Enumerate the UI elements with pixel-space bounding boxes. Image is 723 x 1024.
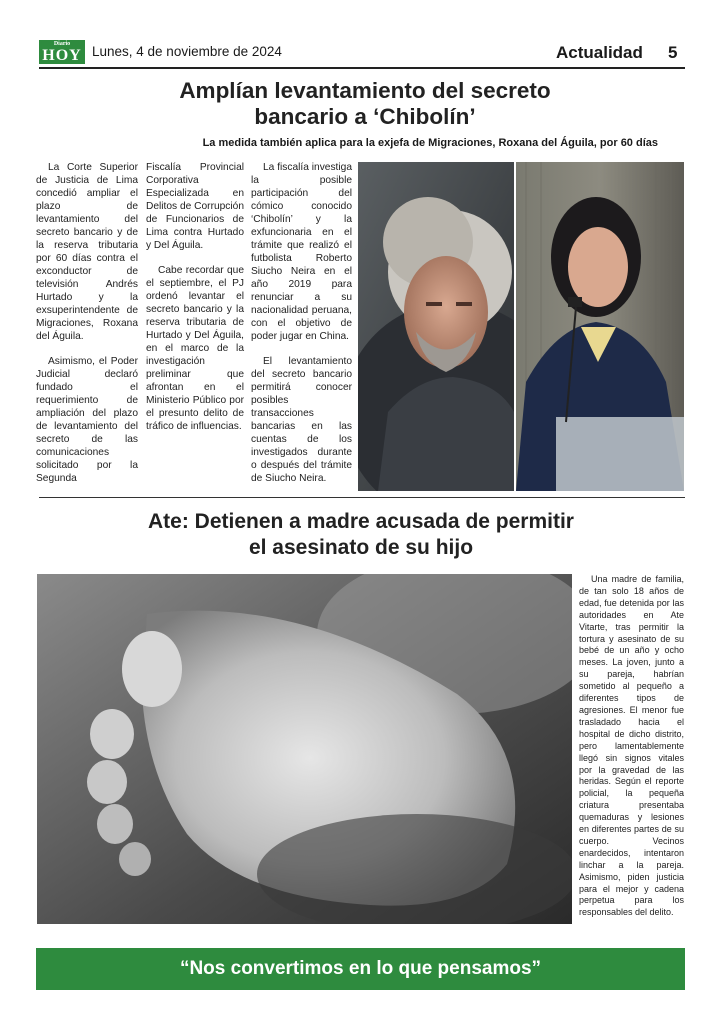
article1-subhead: La medida también aplica para la exjefa de Migraciones, Roxana del Águila, por 60 días	[202, 137, 658, 149]
article1-col2-paragraph2: Cabe recordar que el septiembre, el PJ ordenó levantar el secreto bancario y la reserva tributaria de Hurtado y Del Águila, en el marco de la investigación preliminar que afrontan en el Ministerio Público por el presunto delito de tráfico de influencias.	[146, 265, 244, 432]
article1-column-3	[251, 161, 352, 497]
issue-date: Lunes, 4 de noviembre de 2024	[92, 44, 282, 59]
article1-col1-paragraph1: La Corte Superior de Justicia de Lima concedió ampliar el plazo de levantamiento del secreto bancario y de la reserva tributaria por 60 días contra el exconductor de televisión Andrés Hurtado y la exsuperintendente de Migraciones, Roxana del Águila.	[36, 162, 138, 342]
article1-headline	[60, 78, 670, 130]
article-divider	[39, 497, 685, 498]
logo-small-text: Diario	[53, 41, 71, 47]
newspaper-logo	[39, 40, 85, 64]
quote-banner: “Nos convertimos en lo que pensamos”	[36, 948, 685, 990]
section-title: Actualidad	[556, 43, 643, 62]
article2-headline-line2: el asesinato de su hijo	[248, 536, 474, 559]
article1-headline-line1: Amplían levantamiento del secreto	[179, 78, 551, 103]
article1-column-2	[146, 161, 244, 445]
article1-col1-paragraph2: Asimismo, el Poder Judicial declaró fundado el requerimiento de ampliación del plazo de levantamiento del secreto de las comunicaciones solicitado por la Segunda	[36, 356, 138, 484]
article2-headline-line1: Ate: Detienen a madre acusada de permitir	[148, 510, 574, 533]
header-divider	[39, 67, 685, 69]
page-number: 5	[668, 43, 678, 62]
photo-andres-hurtado	[358, 162, 514, 491]
article1-col3-paragraph1: La fiscalía investiga la posible participación del cómico conocido ‘Chibolín’ y la exfuncionaria en el trámite que realizó el futbolista Roberto Siucho Neira en el año 2019 para renunciar a su nacionalidad peruana, con el objetivo de poder jugar en China.	[251, 162, 352, 342]
article2-headline	[40, 509, 682, 561]
logo-big-text: HOY	[42, 47, 82, 64]
photo-roxana-del-aguila	[516, 162, 684, 491]
photo-baby-foot	[37, 574, 572, 924]
article1-headline-line2: bancario a ‘Chibolín’	[254, 104, 476, 129]
article1-col2-paragraph1: Fiscalía Provincial Corporativa Especializada en Delitos de Corrupción de Funcionarios de Lima contra Hurtado y Del Águila.	[146, 162, 244, 251]
article1-col3-paragraph2: El levantamiento del secreto bancario permitirá conocer posibles transacciones bancarias en las cuentas de los investigados durante o después del trámite de Siucho Neira.	[251, 356, 352, 484]
article2-body-column	[579, 574, 684, 919]
article1-column-1	[36, 161, 138, 497]
article2-body: Una madre de familia, de tan solo 18 años de edad, fue detenida por las autoridades en Ate Vitarte, tras permitir la tortura y asesinato de su bebé de un año y ocho meses. La joven, junto a su pareja, habrían sometido al pequeño a diferentes tipos de agresiones. El menor fue trasladado hacia el hospital de dicho distrito, pero lamentablemente llegó sin signos vitales por la gravedad de las heridas. Según el reporte policial, la pequeña criatura presentaba quemaduras y lesiones en diferentes partes de su cuerpo. Vecinos enardecidos, intentaron linchar a la pareja. Asimismo, piden justicia para el mejor y cadena perpetua para los responsables del delito.	[579, 574, 684, 918]
